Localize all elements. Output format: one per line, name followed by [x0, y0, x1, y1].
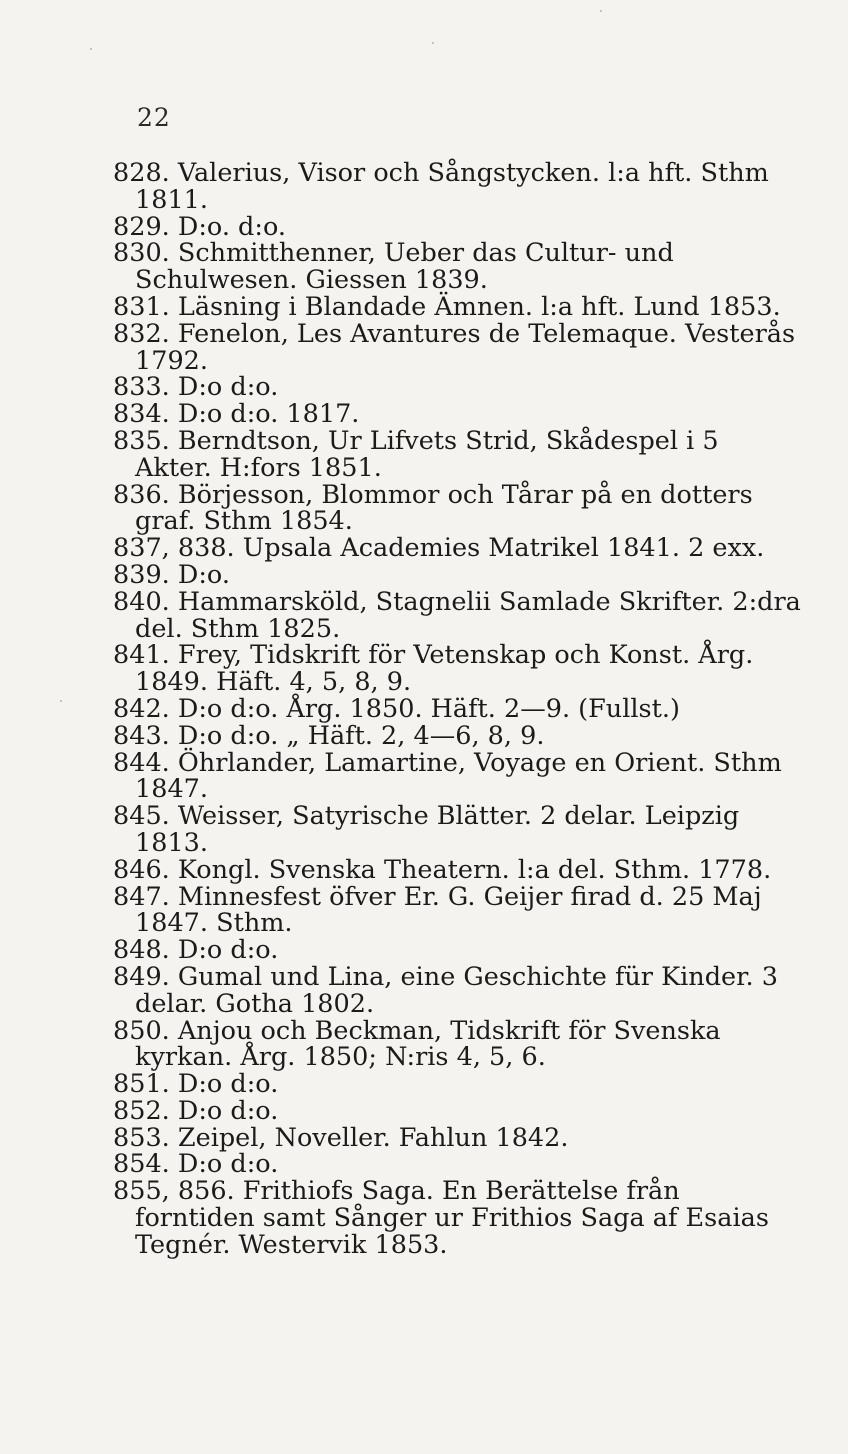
catalog-entry: 839. D:o.: [113, 559, 230, 590]
catalog-entry: 851. D:o d:o.: [113, 1069, 279, 1100]
paper-speck: [60, 700, 62, 702]
catalog-entry: 842. D:o d:o. Årg. 1850. Häft. 2—9. (Fullst.): [113, 693, 680, 724]
catalog-entry: 850. Anjou och Beckman, Tidskrift för Svenska kyrkan. Årg. 1850; N:ris 4, 5, 6.: [113, 1015, 721, 1073]
catalog-entry: 836. Börjesson, Blommor och Tårar på en dotters graf. Sthm 1854.: [113, 479, 753, 537]
catalog-entry: 829. D:o. d:o.: [113, 211, 286, 242]
catalog-entry: 840. Hammarsköld, Stagnelii Samlade Skrifter. 2:dra del. Sthm 1825.: [113, 586, 801, 644]
page-number: 22: [137, 103, 171, 132]
catalog-entry: 835. Berndtson, Ur Lifvets Strid, Skådespel i 5 Akter. H:fors 1851.: [113, 425, 719, 483]
catalog-entry: 854. D:o d:o.: [113, 1149, 279, 1180]
catalog-entry: 843. D:o d:o. „ Häft. 2, 4—6, 8, 9.: [113, 720, 545, 751]
catalog-entry: 837, 838. Upsala Academies Matrikel 1841. 2 exx.: [113, 533, 765, 564]
catalog-entry: 828. Valerius, Visor och Sångstycken. l:a hft. Sthm 1811.: [113, 158, 769, 215]
catalog-entry: 845. Weisser, Satyrische Blätter. 2 delar. Leipzig 1813.: [113, 801, 740, 858]
catalog-entry: 830. Schmitthenner, Ueber das Cultur- und Schulwesen. Giessen 1839.: [113, 238, 674, 296]
catalog-entry: 844. Öhrlander, Lamartine, Voyage en Orient. Sthm 1847.: [113, 747, 782, 805]
catalog-entry: 847. Minnesfest öfver Er. G. Geijer firad d. 25 Maj 1847. Sthm.: [113, 881, 762, 939]
paper-speck: [90, 48, 92, 50]
catalog-entry: 846. Kongl. Svenska Theatern. l:a del. Sthm. 1778.: [113, 854, 772, 885]
catalog-entry: 841. Frey, Tidskrift för Vetenskap och Konst. Årg. 1849. Häft. 4, 5, 8, 9.: [113, 640, 754, 698]
catalog-entry: 834. D:o d:o. 1817.: [113, 399, 360, 430]
catalog-entry: 852. D:o d:o.: [113, 1095, 279, 1126]
catalog-entry: 833. D:o d:o.: [113, 372, 279, 403]
catalog-entry: 849. Gumal und Lina, eine Geschichte für Kinder. 3 delar. Gotha 1802.: [113, 961, 778, 1019]
catalog-entry: 831. Läsning i Blandade Ämnen. l:a hft. Lund 1853.: [113, 291, 781, 322]
catalog-entry: 848. D:o d:o.: [113, 935, 279, 966]
catalog-entry: 853. Zeipel, Noveller. Fahlun 1842.: [113, 1122, 569, 1153]
catalog-entry: 832. Fenelon, Les Avantures de Telemaque. Vesterås 1792.: [113, 318, 796, 376]
catalog-entry: 855, 856. Frithiofs Saga. En Berättelse från forntiden samt Sånger ur Frithios Saga af Esaias Tegnér. Westervik 1853.: [113, 1176, 769, 1260]
catalog-entries: [113, 160, 803, 1259]
paper-speck: [600, 10, 602, 12]
paper-speck: [432, 42, 434, 44]
